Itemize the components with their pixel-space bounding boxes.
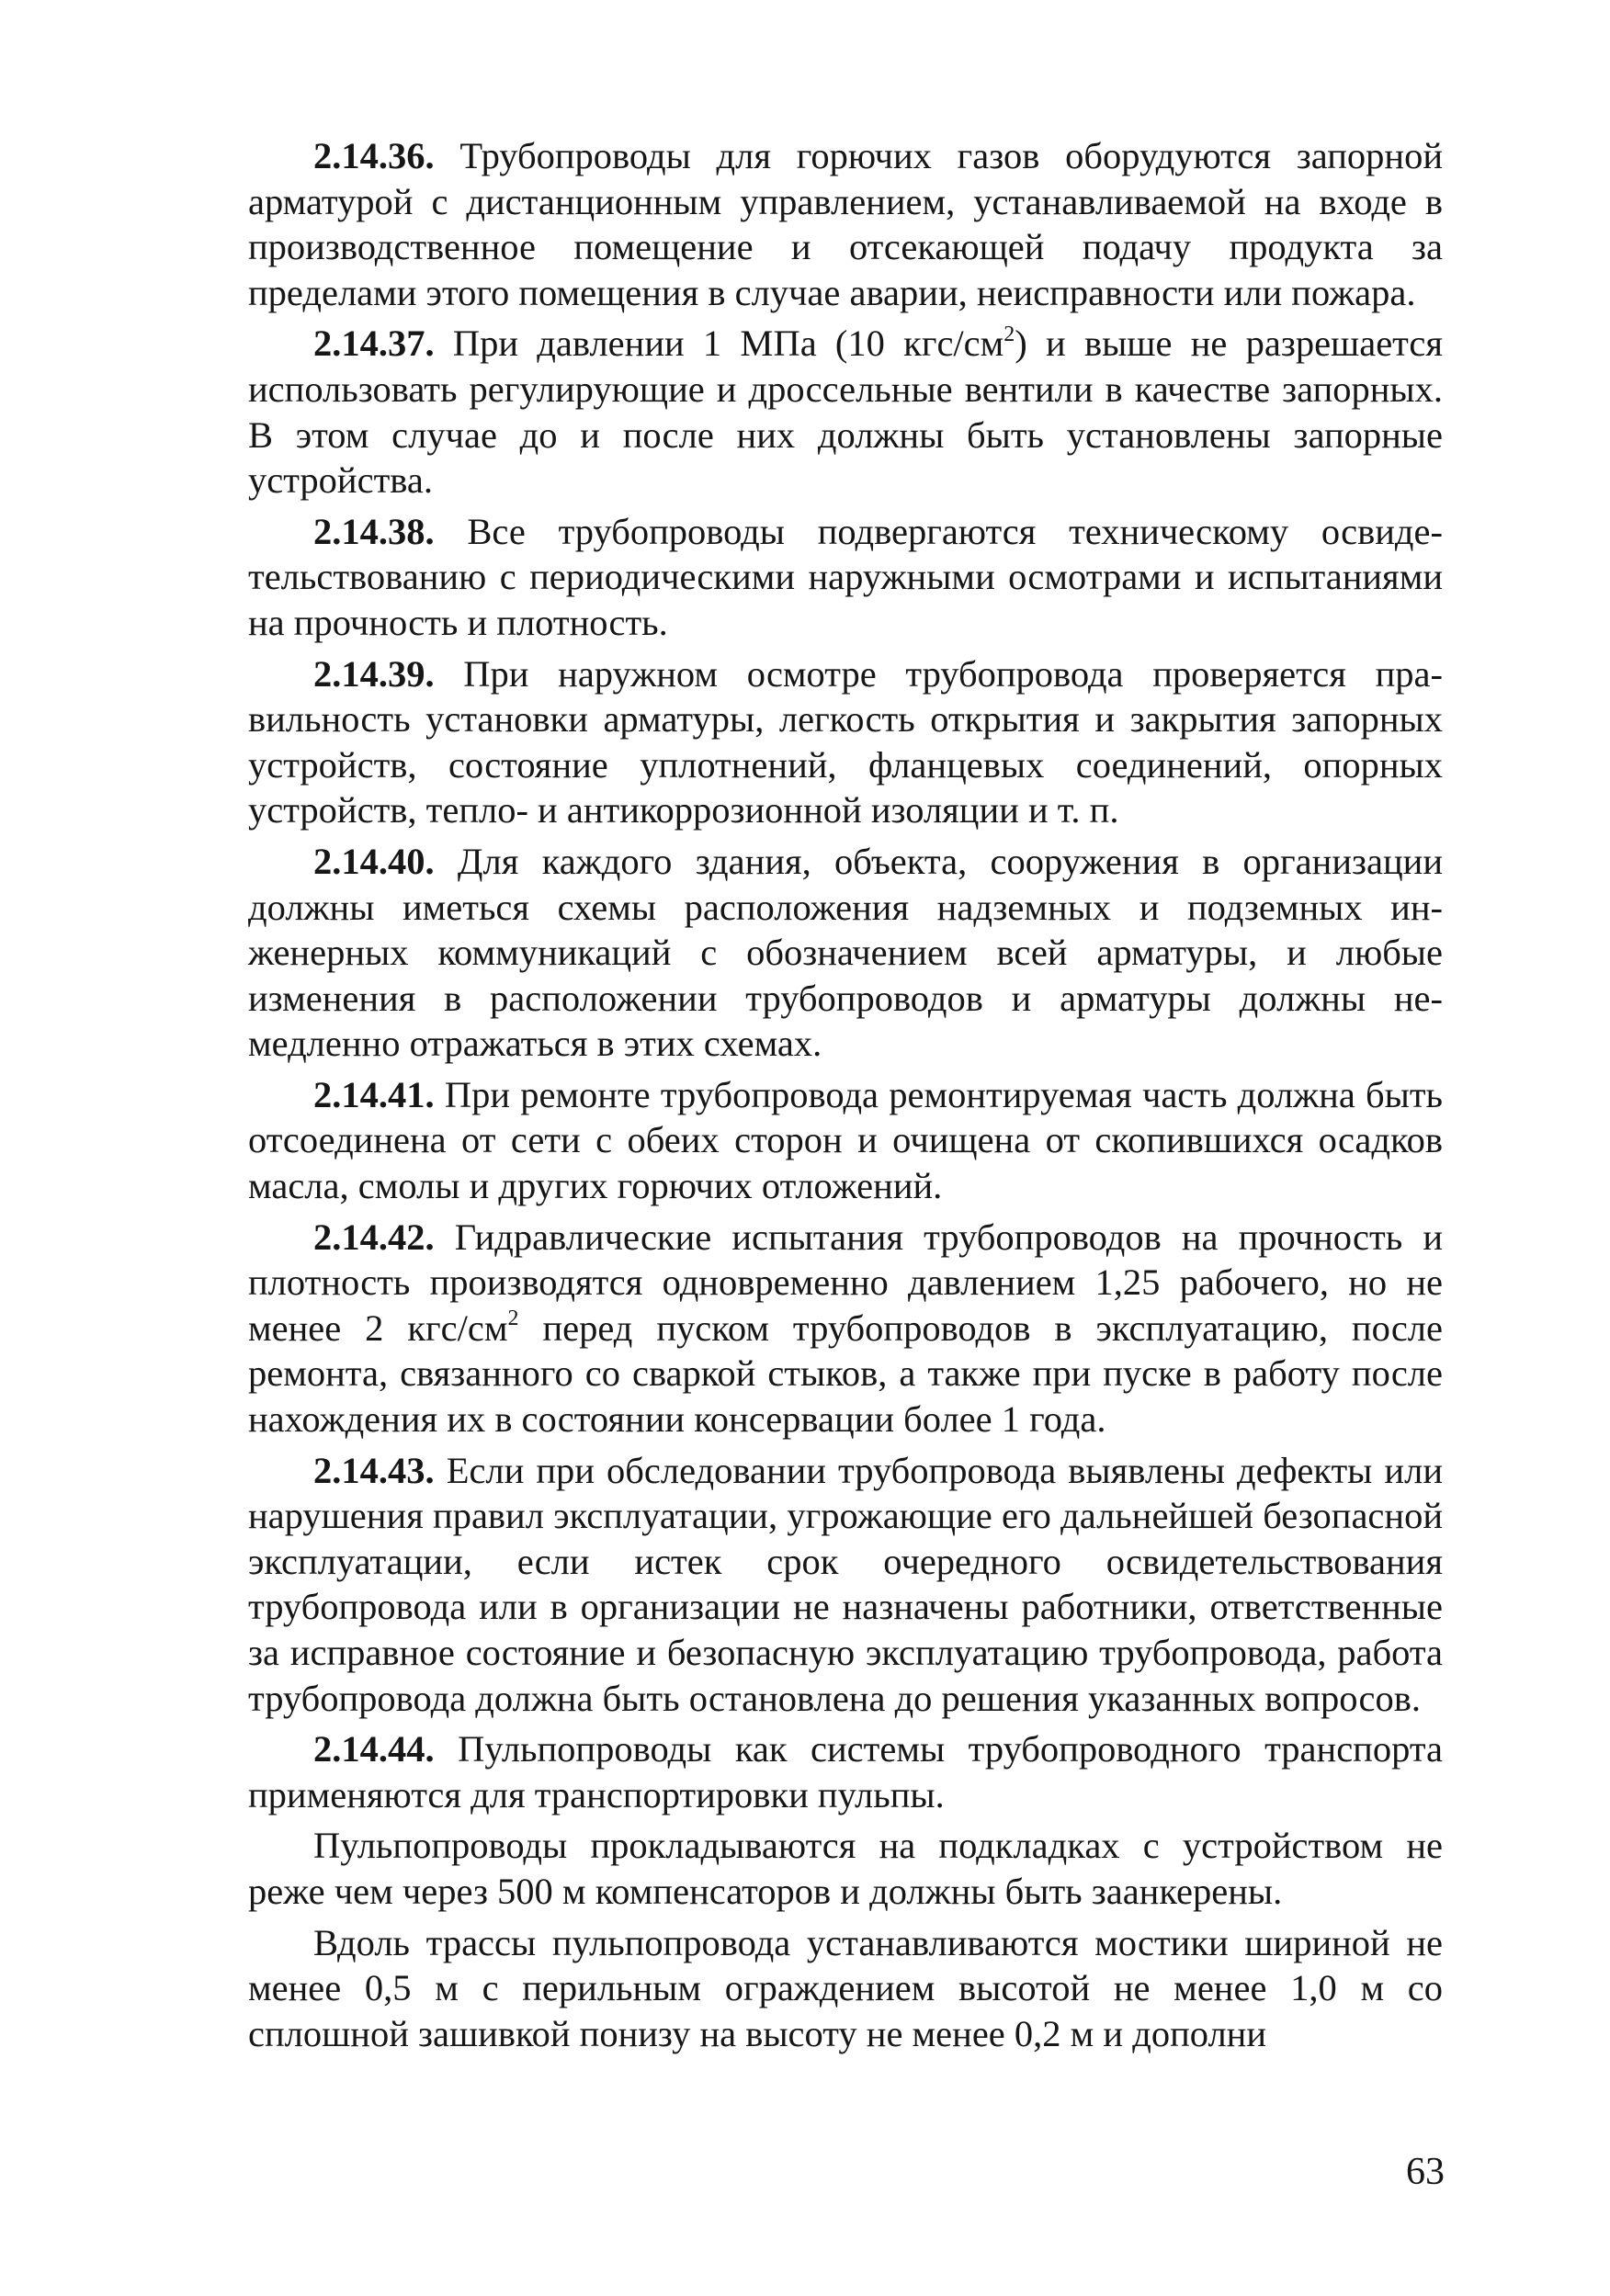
paragraph-2-14-41 (248, 1072, 1443, 1209)
document-page (248, 133, 1443, 2062)
paragraph-2-14-44 (248, 1726, 1443, 1817)
paragraph-pulp-pipelines-laying (248, 1823, 1443, 1914)
paragraph-text: При ремонте трубопровода ремонтируемая часть должна быть отсоединена от сети с обеих сторон и очищена от скопившихся осадков масла, смолы и других горючих отложений. (248, 1073, 1443, 1207)
paragraph-text: Пульпопроводы прокладываются на подкладках с устройством не реже чем через 500 м компенсаторов и должны быть заанкерены. (248, 1825, 1443, 1912)
paragraph-text: При наружном осмотре трубопровода проверяется правильность установки арматуры, легкость открытия и закрытия запорных устройств, состояние уплотнений, фланцевых соединений, опорных устройств, тепло- и антикоррозионной изоляции и т. п. (248, 652, 1443, 831)
paragraph-2-14-39 (248, 651, 1443, 833)
paragraph-2-14-37 (248, 321, 1443, 503)
paragraph-2-14-43 (248, 1448, 1443, 1722)
paragraph-text: Пульпопроводы как системы трубопроводного транспорта применяются для транспортировки пульпы. (248, 1728, 1443, 1815)
paragraph-number: 2.14.38. (313, 510, 435, 552)
paragraph-number: 2.14.42. (313, 1216, 435, 1258)
paragraph-text: Все трубопроводы подвергаются техническому освидетельствованию с периодическими наружными осмотрами и испытаниями на прочность и плотность. (248, 510, 1443, 643)
paragraph-text: Если при обследовании трубопровода выявлены дефекты или нарушения правил эксплуатации, угрожающие его дальнейшей безопасной эксплуатации, если истек срок очередного освидетельствования трубопровода или в организации не назначены работники, ответственные за исправное состояние и безопасную эксплуатацию трубопровода, работа трубопровода должна быть остановлена до решения указанных вопросов. (248, 1449, 1443, 1719)
paragraph-number: 2.14.43. (313, 1449, 435, 1491)
paragraph-text: Гидравлические испытания трубопроводов на прочность и плотность производятся одновременно давлением 1,25 рабочего, но не менее 2 кгс/см (248, 1216, 1443, 1349)
paragraph-2-14-42 (248, 1215, 1443, 1442)
paragraph-number: 2.14.40. (313, 840, 435, 882)
paragraph-number: 2.14.41. (313, 1073, 435, 1115)
paragraph-2-14-40 (248, 839, 1443, 1067)
paragraph-number: 2.14.36. (313, 135, 435, 176)
paragraph-number: 2.14.44. (313, 1728, 435, 1770)
paragraph-2-14-38 (248, 509, 1443, 646)
paragraph-text: При давлении 1 МПа (10 кгс/см (434, 322, 1004, 365)
paragraph-text: Трубопроводы для горючих газов оборудуются запорной арматурой с дистанционным управлением, устанавливаемой на входе в производственное помещение и отсекающей подачу продукта за пределами этого помещения в случае аварии, неисправности или пожара. (248, 135, 1443, 313)
paragraph-number: 2.14.37. (313, 322, 435, 365)
paragraph-2-14-36 (248, 133, 1443, 315)
superscript: 2 (507, 1306, 519, 1331)
paragraph-text: Для каждого здания, объекта, сооружения в организации должны иметься схемы расположения надземных и подземных инженерных коммуникаций с обозначением всей арматуры, и любые изменения в расположении трубопроводов и арматуры должны немедленно отражаться в этих схемах. (248, 840, 1443, 1065)
paragraph-text: Вдоль трассы пульпопровода устанавливаются мостики шириной не менее 0,5 м с перильным ограждением высотой не менее 1,0 м со сплошной зашивкой понизу на высоту не менее 0,2 м и дополни (248, 1921, 1443, 2054)
page-number: 63 (1406, 2151, 1445, 2193)
paragraph-number: 2.14.39. (313, 652, 435, 695)
paragraph-text-continued: перед пуском трубопроводов в эксплуатацию, после ремонта, связанного со сваркой стыков, а также при пуске в работу после нахождения их в состоянии консервации более 1 года. (248, 1306, 1443, 1441)
paragraph-text-continued: ) и выше не разрешается использовать регулирующие и дроссельные вентили в качестве запорных. В этом случае до и после них должны быть установлены запорные устройства. (248, 322, 1443, 502)
paragraph-pulp-pipelines-bridges (248, 1920, 1443, 2057)
superscript: 2 (1003, 322, 1015, 346)
